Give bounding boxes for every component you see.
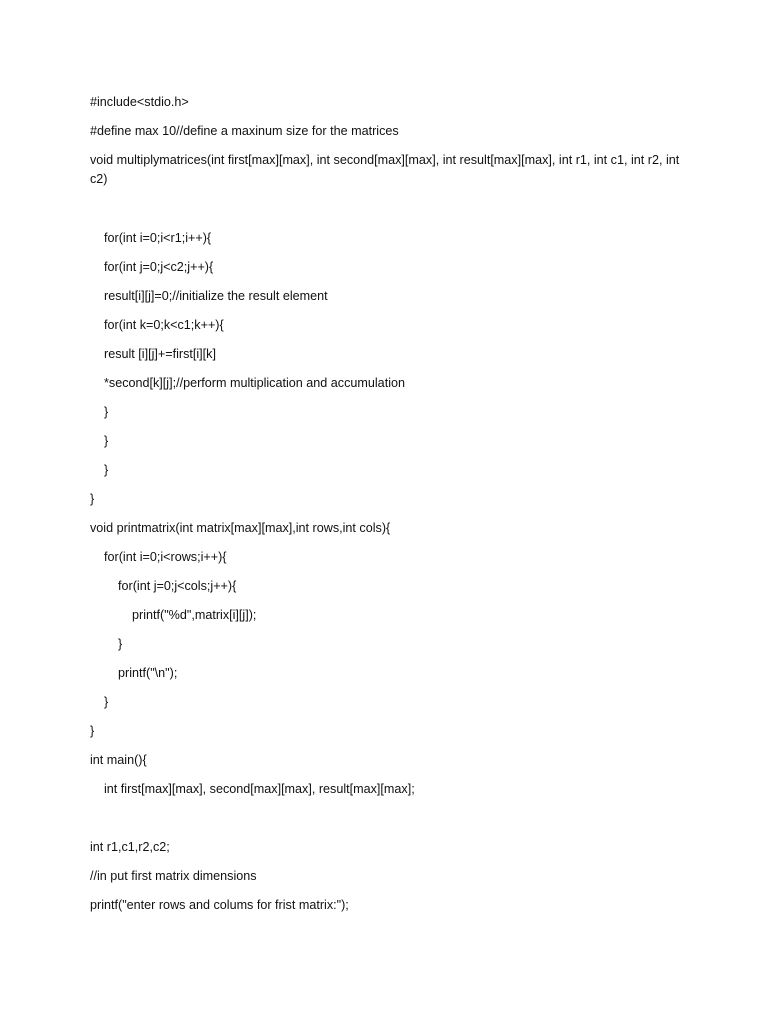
code-line: }	[90, 637, 123, 651]
document-body	[90, 93, 683, 925]
blank-line	[90, 200, 680, 218]
code-line-define: #define max 10//define a maxinum size for the matrices	[90, 124, 399, 138]
code-line: for(int k=0;k<c1;k++){	[90, 318, 224, 332]
code-line: }	[90, 405, 109, 419]
code-line: }	[90, 492, 95, 506]
code-line: for(int i=0;i<rows;i++){	[90, 550, 227, 564]
code-line: result[i][j]=0;//initialize the result element	[90, 289, 328, 303]
code-line: int r1,c1,r2,c2;	[90, 840, 170, 854]
code-line-multiply-signature: void multiplymatrices(int first[max][max], int second[max][max], int result[max][max], int r1, int c1, int r2, int c2)	[90, 153, 683, 186]
code-line-include: #include<stdio.h>	[90, 95, 189, 109]
code-line: printf("%d",matrix[i][j]);	[90, 608, 257, 622]
code-line: printf("\n");	[90, 666, 178, 680]
blank-line	[90, 809, 680, 827]
code-line: }	[90, 463, 109, 477]
code-line: }	[90, 434, 109, 448]
code-line-comment: //in put first matrix dimensions	[90, 869, 257, 883]
code-line: result [i][j]+=first[i][k]	[90, 347, 216, 361]
code-line: for(int j=0;j<c2;j++){	[90, 260, 214, 274]
code-line-main-signature: int main(){	[90, 753, 147, 767]
code-line: }	[90, 724, 95, 738]
code-line: int first[max][max], second[max][max], result[max][max];	[90, 782, 415, 796]
code-line: }	[90, 695, 109, 709]
code-line: *second[k][j];//perform multiplication and accumulation	[90, 376, 405, 390]
code-line: for(int j=0;j<cols;j++){	[90, 579, 237, 593]
code-line: for(int i=0;i<r1;i++){	[90, 231, 212, 245]
code-line-printmatrix-signature: void printmatrix(int matrix[max][max],int rows,int cols){	[90, 521, 391, 535]
code-line: printf("enter rows and colums for frist matrix:");	[90, 898, 349, 912]
